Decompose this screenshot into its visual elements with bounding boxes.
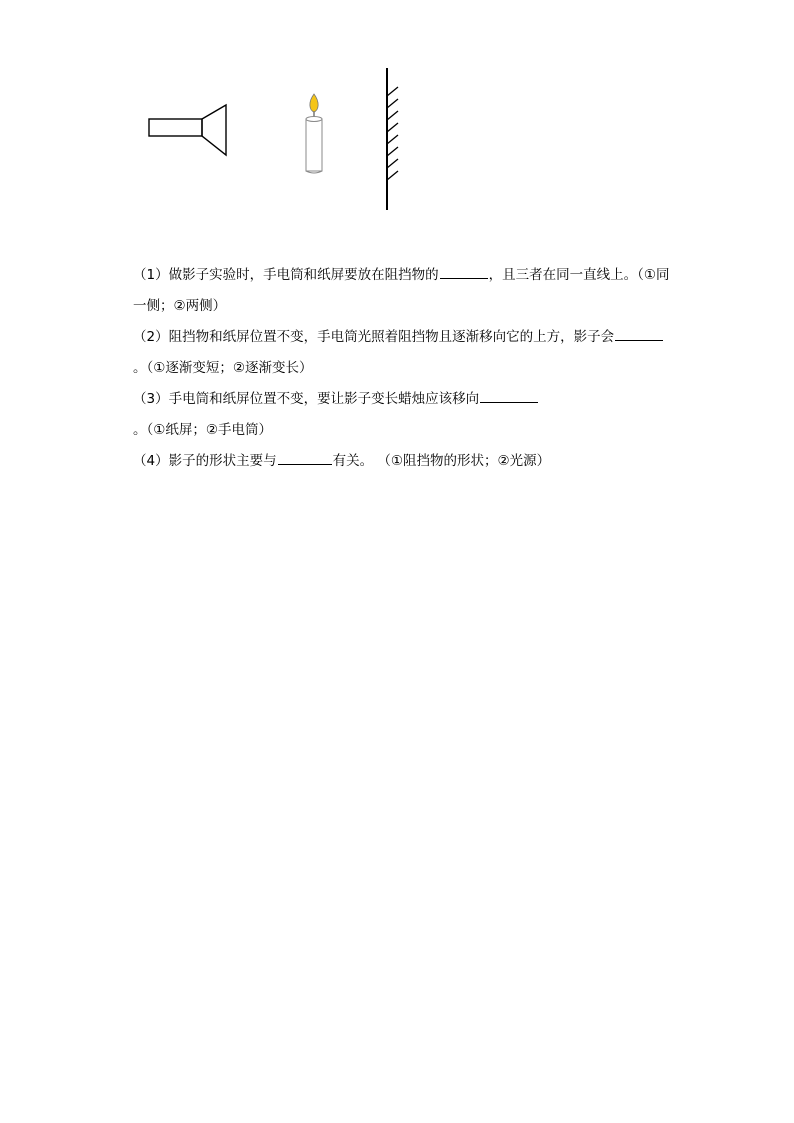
- experiment-diagram: [130, 60, 430, 220]
- question-text: 。（①逐渐变短；②逐渐变长）: [133, 360, 313, 376]
- question-text: ，且三者在同一直线上。（①同一侧；②两侧）: [133, 267, 670, 314]
- question-text: 有关。 （①阻挡物的形状；②光源）: [332, 453, 551, 469]
- question-text: 手电筒和纸屏位置不变，要让影子变长蜡烛应该移向: [168, 391, 480, 407]
- answer-blank[interactable]: [480, 385, 538, 403]
- question-4: [133, 446, 673, 477]
- question-text: 。（①纸屏；②手电筒）: [133, 422, 272, 438]
- question-text: 做影子实验时，手电筒和纸屏要放在阻挡物的: [168, 267, 439, 283]
- flashlight-icon: [149, 105, 226, 155]
- question-number: （3）: [133, 391, 169, 407]
- question-number: （2）: [133, 329, 169, 345]
- question-text: 影子的形状主要与: [168, 453, 277, 469]
- paper-screen-icon: [387, 68, 398, 210]
- question-number: （4）: [133, 453, 169, 469]
- question-text: 阻挡物和纸屏位置不变，手电筒光照着阻挡物且逐渐移向它的上方，影子会: [168, 329, 615, 345]
- answer-blank[interactable]: [615, 323, 663, 341]
- question-1: [133, 260, 673, 322]
- candle-icon: [306, 94, 322, 173]
- question-2: [133, 322, 673, 384]
- question-list: [133, 260, 673, 477]
- question-number: （1）: [133, 267, 169, 283]
- answer-blank[interactable]: [440, 261, 488, 279]
- question-3: [133, 384, 673, 446]
- answer-blank[interactable]: [278, 447, 332, 465]
